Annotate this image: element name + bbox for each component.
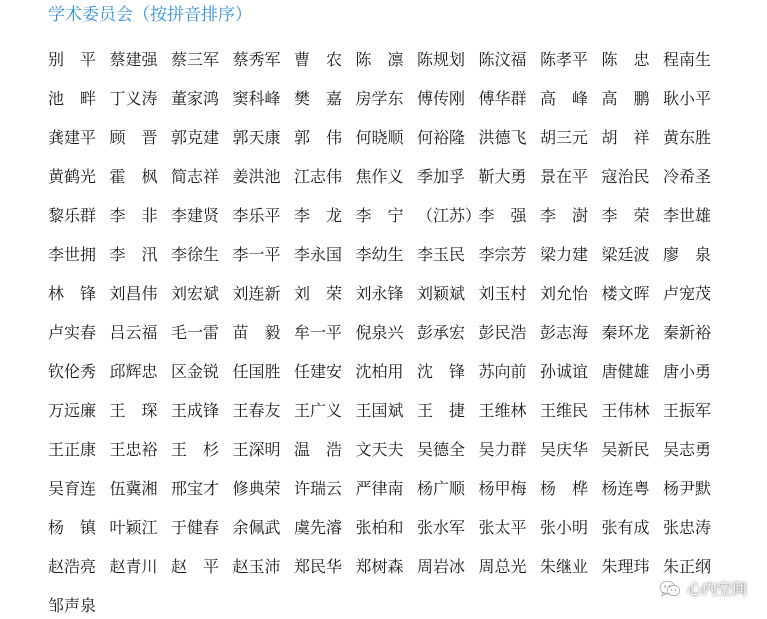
member-name: 李建贤 <box>171 206 220 225</box>
member-name: 孙诚谊 <box>540 362 589 381</box>
member-name: 彭民浩 <box>478 323 527 342</box>
member-name: 简志祥 <box>171 167 220 186</box>
member-name: 刘 荣 <box>294 284 343 303</box>
member-name: 张水军 <box>417 518 466 537</box>
member-name: 唐小勇 <box>663 362 712 381</box>
member-name: 朱继业 <box>540 557 589 576</box>
member-name: 张小明 <box>540 518 589 537</box>
member-name: 彭志海 <box>540 323 589 342</box>
member-name: 刘宏斌 <box>171 284 220 303</box>
member-name: 蔡秀军 <box>232 50 281 69</box>
member-name: 杨 镇 <box>48 518 97 537</box>
member-name: 黎乐群 <box>48 206 97 225</box>
member-name: 卢实春 <box>48 323 97 342</box>
member-name: 苗 毅 <box>232 323 281 342</box>
member-name: 严律南 <box>355 479 404 498</box>
member-name: 程南生 <box>663 50 712 69</box>
member-name: 陈 忠 <box>601 50 650 69</box>
member-name: 刘昌伟 <box>109 284 158 303</box>
member-name: 楼文晖 <box>601 284 650 303</box>
member-name: 焦作义 <box>355 167 404 186</box>
wechat-icon <box>659 580 681 598</box>
member-name: 张柏和 <box>355 518 404 537</box>
member-name: 黄鹤光 <box>48 167 97 186</box>
member-name: 郭 伟 <box>294 128 343 147</box>
member-name: 沈柏用 <box>355 362 404 381</box>
member-name: 邹声泉 <box>48 596 97 615</box>
member-name: 于健春 <box>171 518 220 537</box>
member-name: 余佩武 <box>232 518 281 537</box>
member-name: 赵青川 <box>109 557 158 576</box>
member-name: 寇治民 <box>601 167 650 186</box>
member-name: 李一平 <box>232 245 281 264</box>
member-name: 叶颖江 <box>109 518 158 537</box>
member-name: 王国斌 <box>355 401 404 420</box>
member-name: 顾 晋 <box>109 128 158 147</box>
member-name: 黄东胜 <box>663 128 712 147</box>
member-name: 许瑞云 <box>294 479 343 498</box>
member-name: 钦伦秀 <box>48 362 97 381</box>
member-name: 牟一平 <box>294 323 343 342</box>
member-name: 季加孚 <box>417 167 466 186</box>
member-name: 李 强 <box>478 206 527 225</box>
member-name: 刘玉村 <box>478 284 527 303</box>
member-name: 李幼生 <box>355 245 404 264</box>
member-name: 郭天康 <box>232 128 281 147</box>
member-name: 李宗芳 <box>478 245 527 264</box>
member-name: 刘连新 <box>232 284 281 303</box>
member-name: 李玉民 <box>417 245 466 264</box>
member-name: 杨连粤 <box>601 479 650 498</box>
member-name: 任国胜 <box>232 362 281 381</box>
member-name: 傅华群 <box>478 89 527 108</box>
member-name: 龚建平 <box>48 128 97 147</box>
member-name: 邢宝才 <box>171 479 220 498</box>
member-name: 苏向前 <box>478 362 527 381</box>
member-name: 王 杉 <box>171 440 220 459</box>
member-name: 李徐生 <box>171 245 220 264</box>
member-name: 傅传刚 <box>417 89 466 108</box>
member-name: 林 锋 <box>48 284 97 303</box>
member-name: 王伟林 <box>601 401 650 420</box>
member-name: 吴志勇 <box>663 440 712 459</box>
member-name: 王 琛 <box>109 401 158 420</box>
member-name: 彭承宏 <box>417 323 466 342</box>
member-name: 李 非 <box>109 206 158 225</box>
member-name: 赵浩亮 <box>48 557 97 576</box>
member-name: 陈 凛 <box>355 50 404 69</box>
member-name: 李乐平 <box>232 206 281 225</box>
member-name: 霍 枫 <box>109 167 158 186</box>
member-name: 郭克建 <box>171 128 220 147</box>
member-name: 吴庆华 <box>540 440 589 459</box>
member-name: 靳大勇 <box>478 167 527 186</box>
member-name: 刘颖斌 <box>417 284 466 303</box>
member-name: 池 畔 <box>48 89 97 108</box>
member-name: 李世雄 <box>663 206 712 225</box>
member-name: 王维民 <box>540 401 589 420</box>
member-name: 张太平 <box>478 518 527 537</box>
member-name: 王忠裕 <box>109 440 158 459</box>
member-name: 李 宁 <box>355 206 404 225</box>
member-name-grid <box>48 40 748 619</box>
member-name: 高 峰 <box>540 89 589 108</box>
member-name: 江志伟 <box>294 167 343 186</box>
member-name: 王振军 <box>663 401 712 420</box>
watermark <box>659 578 747 599</box>
member-name: 杨广顺 <box>417 479 466 498</box>
member-name: 梁廷波 <box>601 245 650 264</box>
member-name: 任建安 <box>294 362 343 381</box>
member-name: 高 鹏 <box>601 89 650 108</box>
member-name: 吴育连 <box>48 479 97 498</box>
member-name: 王维林 <box>478 401 527 420</box>
member-name: 唐健雄 <box>601 362 650 381</box>
member-name: 万远廉 <box>48 401 97 420</box>
member-name: 秦环龙 <box>601 323 650 342</box>
member-name: 董家鸿 <box>171 89 220 108</box>
member-name: 刘永锋 <box>355 284 404 303</box>
member-name: 朱正纲 <box>663 557 712 576</box>
member-name: 胡三元 <box>540 128 589 147</box>
member-name: 虞先濬 <box>294 518 343 537</box>
member-name: 陈孝平 <box>540 50 589 69</box>
member-name: 伍冀湘 <box>109 479 158 498</box>
member-name: 李 龙 <box>294 206 343 225</box>
member-name: 王 捷 <box>417 401 466 420</box>
member-name: 樊 嘉 <box>294 89 343 108</box>
member-name: 吴力群 <box>478 440 527 459</box>
member-name: 蔡三军 <box>171 50 220 69</box>
member-name: 陈规划 <box>417 50 466 69</box>
member-name: 胡 祥 <box>601 128 650 147</box>
member-name: 吕云福 <box>109 323 158 342</box>
member-name: 郑树森 <box>355 557 404 576</box>
member-name: 赵玉沛 <box>232 557 281 576</box>
member-name: 何裕隆 <box>417 128 466 147</box>
member-name: 杨尹默 <box>663 479 712 498</box>
member-name: 秦新裕 <box>663 323 712 342</box>
member-name: 景在平 <box>540 167 589 186</box>
member-name: 王春友 <box>232 401 281 420</box>
member-name: 房学东 <box>355 89 404 108</box>
member-name: 李 汛 <box>109 245 158 264</box>
member-name: 卢宠茂 <box>663 284 712 303</box>
member-name: （江苏） <box>417 206 482 225</box>
member-name: 杨甲梅 <box>478 479 527 498</box>
member-name: 李永国 <box>294 245 343 264</box>
member-name: 周总光 <box>478 557 527 576</box>
member-name: 廖 泉 <box>663 245 712 264</box>
member-name: 周岩冰 <box>417 557 466 576</box>
member-name: 王深明 <box>232 440 281 459</box>
member-name: 区金锐 <box>171 362 220 381</box>
member-name: 蔡建强 <box>109 50 158 69</box>
member-name: 李世拥 <box>48 245 97 264</box>
member-name: 吴新民 <box>601 440 650 459</box>
member-name: 梁力建 <box>540 245 589 264</box>
member-name: 邱辉忠 <box>109 362 158 381</box>
member-name: 曹 农 <box>294 50 343 69</box>
member-name: 窦科峰 <box>232 89 281 108</box>
member-name: 李 荣 <box>601 206 650 225</box>
member-name: 毛一雷 <box>171 323 220 342</box>
member-name: 冷希圣 <box>663 167 712 186</box>
committee-heading: 学术委员会（按拼音排序） <box>48 5 252 25</box>
member-name: 沈 锋 <box>417 362 466 381</box>
member-name: 朱理玮 <box>601 557 650 576</box>
member-name: 洪德飞 <box>478 128 527 147</box>
member-name: 修典荣 <box>232 479 281 498</box>
member-name: 张忠涛 <box>663 518 712 537</box>
member-name: 张有成 <box>601 518 650 537</box>
member-name: 赵 平 <box>171 557 220 576</box>
member-name: 别 平 <box>48 50 97 69</box>
member-name: 吴德全 <box>417 440 466 459</box>
watermark-text: 心内空间 <box>686 580 747 598</box>
member-name: 刘允怡 <box>540 284 589 303</box>
member-name: 李 澍 <box>540 206 589 225</box>
member-name: 丁义涛 <box>109 89 158 108</box>
member-name: 何晓顺 <box>355 128 404 147</box>
member-name: 耿小平 <box>663 89 712 108</box>
member-name: 倪泉兴 <box>355 323 404 342</box>
member-name: 王正康 <box>48 440 97 459</box>
member-name: 温 浩 <box>294 440 343 459</box>
member-name: 王广义 <box>294 401 343 420</box>
member-name: 姜洪池 <box>232 167 281 186</box>
member-name: 郑民华 <box>294 557 343 576</box>
member-name: 王成锋 <box>171 401 220 420</box>
member-name: 杨 桦 <box>540 479 589 498</box>
member-name: 文天夫 <box>355 440 404 459</box>
member-name: 陈汶福 <box>478 50 527 69</box>
